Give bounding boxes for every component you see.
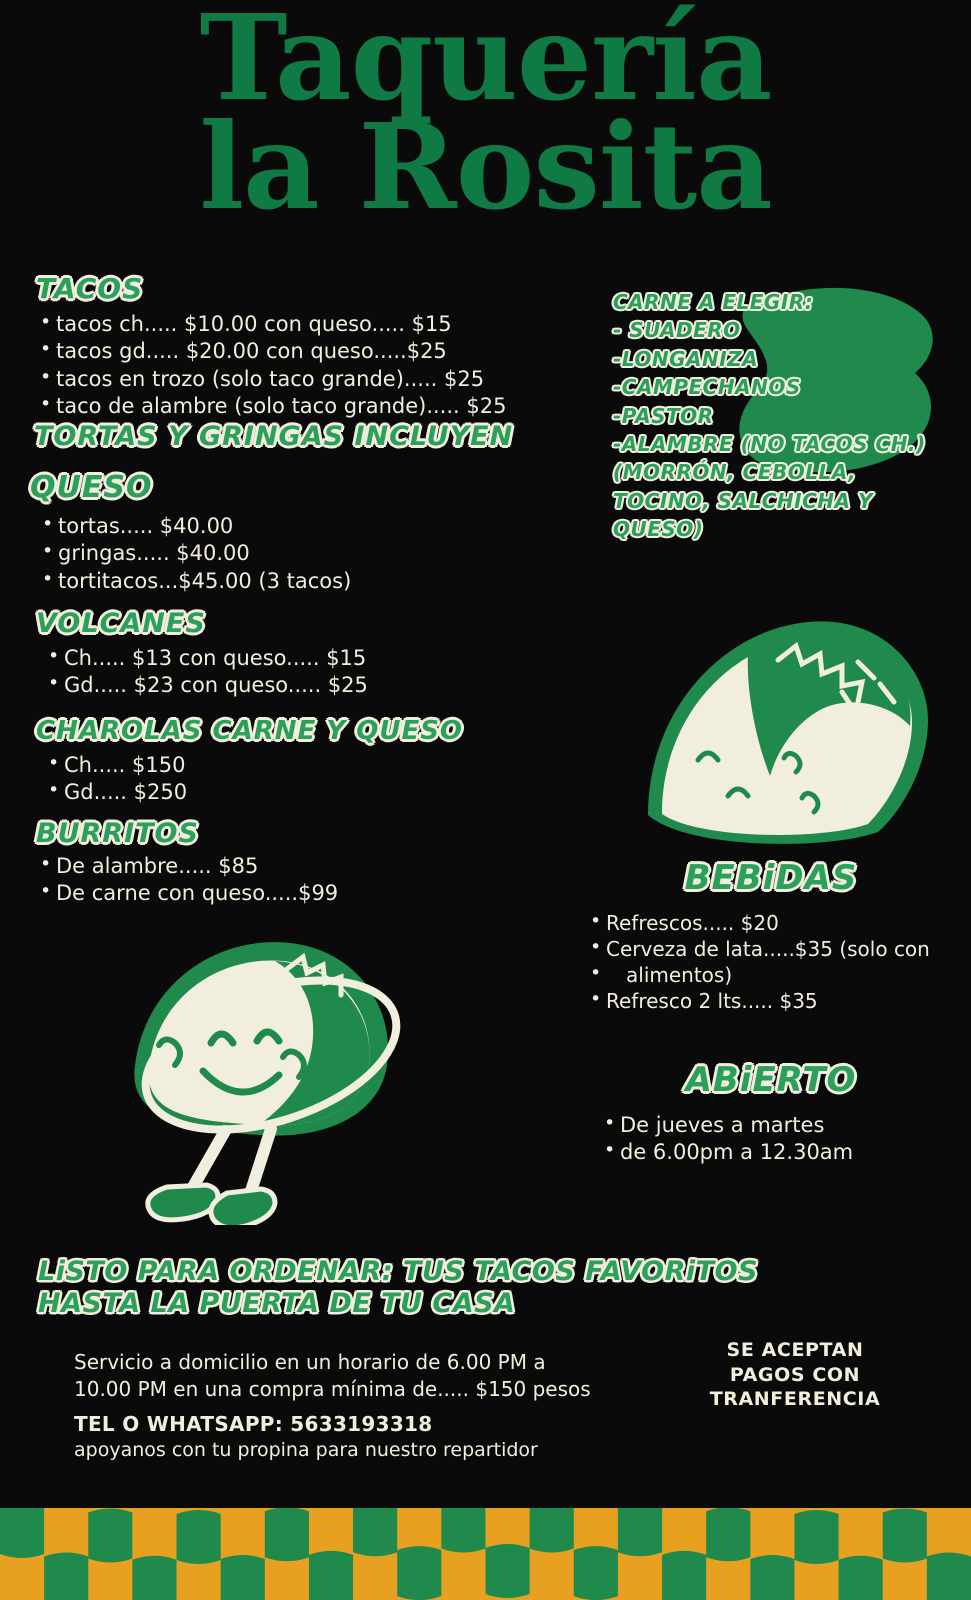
carne-option: -CAMPECHANOS xyxy=(613,375,801,400)
tip-note: apoyanos con tu propina para nuestro repartidor xyxy=(74,1439,538,1461)
carne-note: (MORRÓN, CEBOLLA, xyxy=(613,460,857,485)
cta-banner xyxy=(38,1256,938,1320)
section-charolas xyxy=(36,716,463,807)
carne-option: -LONGANIZA xyxy=(613,346,759,371)
carne-note: QUESO) xyxy=(613,517,704,542)
carne-option: -PASTOR xyxy=(613,403,714,428)
list-item: • Gd..... $23 con queso..... $25 xyxy=(44,672,368,699)
carne-option: -ALAMBRE (NO TACOS CH.) xyxy=(613,431,926,456)
list-item: • tacos ch..... $10.00 con queso..... $15 xyxy=(36,311,506,338)
section-carne-a-elegir xyxy=(613,288,953,544)
list-item-continuation: • alimentos) xyxy=(586,962,956,988)
payment-note xyxy=(680,1338,910,1412)
list-item: • gringas..... $40.00 xyxy=(38,540,351,567)
section-bebidas xyxy=(586,858,956,1014)
carne-note: TOCINO, SALCHICHA Y xyxy=(613,488,873,513)
list-item: • taco de alambre (solo taco grande)..... $25 xyxy=(36,393,506,420)
taco-character-illustration xyxy=(75,925,475,1225)
section-heading-charolas: CHAROLAS CARNE Y QUESO xyxy=(36,716,464,746)
payment-line-2: PAGOS CON xyxy=(729,1363,861,1386)
list-item: • De jueves a martes xyxy=(600,1112,956,1139)
section-heading-carne: CARNE A ELEGIR: xyxy=(613,290,814,314)
title-line-1: Taquería xyxy=(199,0,772,127)
payment-line-3: TRANFERENCIA xyxy=(709,1388,881,1411)
list-item: • de 6.00pm a 12.30am xyxy=(600,1139,956,1166)
footer-info xyxy=(74,1349,674,1461)
list-item: • Ch..... $150 xyxy=(44,752,463,779)
list-item: • tacos en trozo (solo taco grande)..... $25 xyxy=(36,366,506,393)
title-line-2: la Rosita xyxy=(199,96,772,236)
checker-footer xyxy=(0,1508,971,1600)
tacos-list xyxy=(36,311,506,420)
list-item: • De alambre..... $85 xyxy=(36,853,338,880)
page-title xyxy=(0,0,971,236)
cta-line-1: LiSTO PARA ORDENAR: TUS TACOS FAVORiTOS xyxy=(38,1256,758,1287)
section-tortas-banner xyxy=(34,421,513,452)
section-tacos xyxy=(36,272,506,420)
delivery-line-1: Servicio a domicilio en un horario de 6.00 PM a xyxy=(74,1350,546,1374)
list-item: • tortas..... $40.00 xyxy=(38,513,351,540)
burritos-list xyxy=(36,853,338,908)
section-queso xyxy=(30,470,351,595)
section-heading-bebidas: BEBiDAS xyxy=(684,858,858,898)
section-volcanes xyxy=(36,608,368,700)
carne-option: - SUADERO xyxy=(613,318,741,343)
list-item: • Gd..... $250 xyxy=(44,779,463,806)
section-heading-tacos: TACOS xyxy=(36,272,144,305)
volcanes-list xyxy=(44,645,368,700)
phone-number[interactable]: TEL O WHATSAPP: 5633193318 xyxy=(74,1412,433,1436)
section-burritos xyxy=(36,818,338,908)
list-item: • tacos gd..... $20.00 con queso.....$25 xyxy=(36,338,506,365)
list-item: • Cerveza de lata.....$35 (solo con xyxy=(586,936,956,962)
taco-illustration xyxy=(628,600,938,860)
list-item: • Refrescos..... $20 xyxy=(586,910,956,936)
delivery-line-2: 10.00 PM en una compra mínima de..... $150 pesos xyxy=(74,1377,591,1401)
charolas-list xyxy=(44,752,463,807)
bebidas-list xyxy=(586,910,956,1014)
section-abierto xyxy=(586,1060,956,1167)
list-item: • tortitacos...$45.00 (3 tacos) xyxy=(38,568,351,595)
payment-line-1: SE ACEPTAN xyxy=(726,1339,864,1361)
section-heading-tortas: TORTAS Y GRINGAS INCLUYEN xyxy=(34,421,514,452)
list-item: • De carne con queso.....$99 xyxy=(36,880,338,907)
list-item: • Refresco 2 lts..... $35 xyxy=(586,988,956,1014)
list-item: • Ch..... $13 con queso..... $15 xyxy=(44,645,368,672)
queso-list xyxy=(38,513,351,595)
section-heading-volcanes: VOLCANES xyxy=(36,608,206,639)
section-heading-abierto: ABiERTO xyxy=(685,1060,857,1100)
section-heading-burritos: BURRITOS xyxy=(36,818,199,849)
cta-line-2: HASTA LA PUERTA DE TU CASA xyxy=(38,1287,516,1319)
horario-list xyxy=(600,1112,956,1167)
section-heading-queso: QUESO xyxy=(30,470,153,505)
